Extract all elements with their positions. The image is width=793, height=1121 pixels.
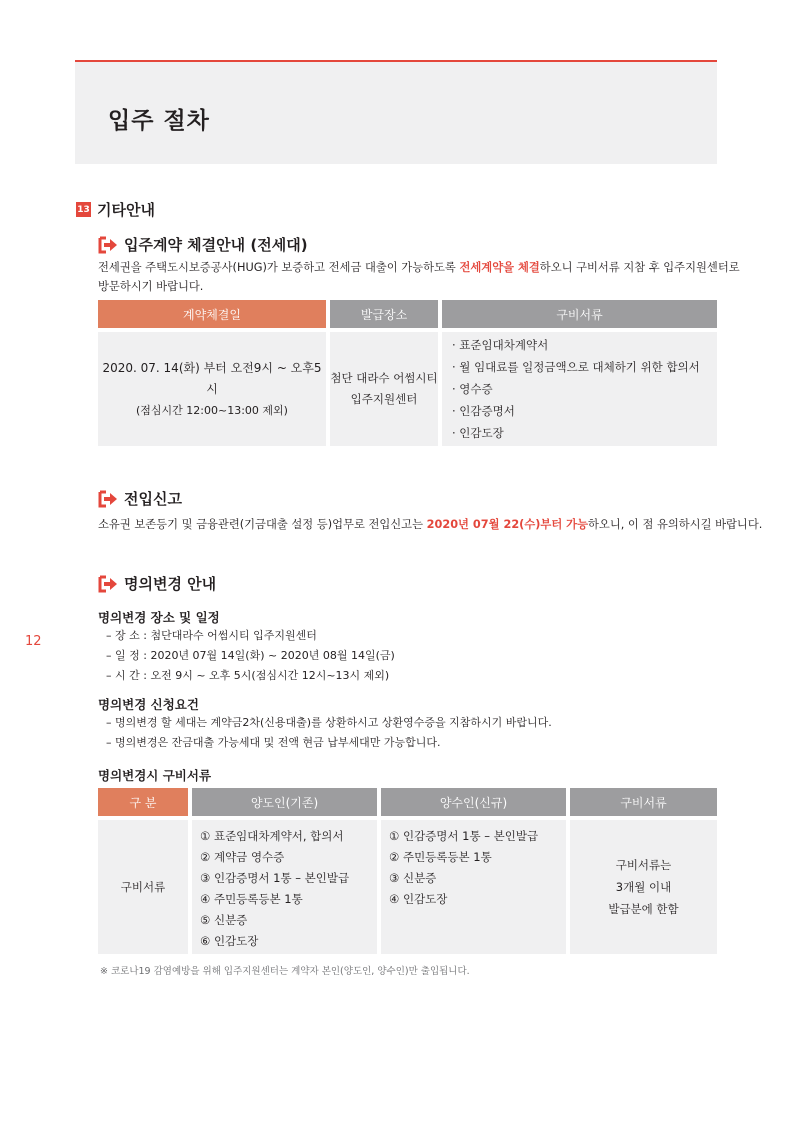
list-item: – 일 정 : 2020년 07월 14일(화) ~ 2020년 08월 14일(금)	[106, 649, 395, 662]
move-in-desc-highlight: 2020년 07월 22(수)부터 가능	[426, 518, 589, 531]
contract-title: 입주계약 체결안내 (전세대)	[124, 236, 308, 254]
docs-note-line: 구비서류는	[615, 858, 672, 872]
contract-heading	[98, 234, 308, 255]
table-header: 구비서류	[570, 788, 717, 816]
list-item: · 인감증명서	[452, 404, 515, 418]
name-change-heading	[98, 573, 216, 594]
contract-table	[98, 300, 717, 446]
transferor-cell	[192, 816, 381, 954]
list-item: – 명의변경은 잔금대출 가능세대 및 전액 현금 납부세대만 가능합니다.	[106, 736, 441, 749]
docs-note-line: 발급분에 한함	[608, 902, 679, 916]
transferee-cell	[381, 816, 570, 954]
move-in-description	[98, 515, 762, 534]
name-change-title: 명의변경 안내	[124, 575, 217, 593]
contract-place-2: 입주지원센터	[350, 392, 418, 406]
table-header: 양도인(기존)	[192, 788, 381, 816]
docs-title: 명의변경시 구비서류	[98, 768, 212, 783]
list-item: · 월 임대료를 일정금액으로 대체하기 위한 합의서	[452, 360, 700, 374]
list-item: ② 계약금 영수증	[200, 850, 285, 864]
row-label-cell: 구비서류	[98, 816, 192, 954]
table-header: 발급장소	[330, 300, 442, 328]
contract-docs-cell	[442, 328, 717, 446]
contract-desc-text-2: 하오니 구비서류 지참 후 입주지원센터로	[539, 261, 740, 274]
list-item: ② 주민등록등본 1통	[389, 850, 492, 864]
title-box	[75, 60, 717, 164]
place-schedule-list	[106, 626, 395, 686]
contract-date-cell	[98, 328, 330, 446]
footnote: ※ 코로나19 감염예방을 위해 입주지원센터는 계약자 본인(양도인, 양수인)만 출입됩니다.	[100, 966, 470, 977]
arrow-right-icon	[98, 575, 118, 593]
requirements-list	[106, 713, 552, 753]
contract-desc-highlight: 전세계약을 체결	[459, 261, 540, 274]
section-number-badge: 13	[76, 202, 91, 217]
section-title: 기타안내	[97, 201, 155, 219]
arrow-right-icon	[98, 490, 118, 508]
list-item: · 영수증	[452, 382, 493, 396]
page-title: 입주 절차	[108, 108, 210, 134]
contract-desc-line2: 방문하시기 바랍니다.	[98, 280, 204, 293]
list-item: – 장 소 : 첨단대라수 어썸시티 입주지원센터	[106, 629, 317, 642]
contract-date-note: (점심시간 12:00~13:00 제외)	[136, 403, 288, 417]
list-item: – 명의변경 할 세대는 계약금2차(신용대출)를 상환하시고 상환영수증을 지참하시기 바랍니다.	[106, 716, 552, 729]
list-item: ① 인감증명서 1통 – 본인발급	[389, 829, 539, 843]
table-header: 계약체결일	[98, 300, 330, 328]
move-in-desc-text: 소유권 보존등기 및 금융관련(기금대출 설정 등)업무로 전입신고는	[98, 518, 427, 531]
list-item: · 표준임대차계약서	[452, 338, 549, 352]
list-item: ① 표준임대차계약서, 합의서	[200, 829, 344, 843]
place-schedule-title: 명의변경 장소 및 일정	[98, 610, 220, 625]
contract-description	[98, 258, 740, 296]
name-change-docs-table	[98, 788, 717, 954]
list-item: ④ 인감도장	[389, 892, 448, 906]
list-item: – 시 간 : 오전 9시 ~ 오후 5시(점심시간 12시~13시 제외)	[106, 669, 390, 682]
list-item: ⑤ 신분증	[200, 913, 248, 927]
requirements-title: 명의변경 신청요건	[98, 697, 199, 712]
list-item: · 인감도장	[452, 426, 504, 440]
move-in-desc-text-2: 하오니, 이 점 유의하시길 바랍니다.	[588, 518, 763, 531]
docs-note-line: 3개월 이내	[615, 880, 672, 894]
list-item: ④ 주민등록등본 1통	[200, 892, 303, 906]
list-item: ⑥ 인감도장	[200, 934, 259, 948]
section-heading	[76, 199, 155, 220]
contract-place-cell	[330, 328, 442, 446]
contract-date: 2020. 07. 14(화) 부터 오전9시 ~ 오후5시	[102, 360, 322, 396]
contract-desc-text: 전세권을 주택도시보증공사(HUG)가 보증하고 전세금 대출이 가능하도록	[98, 261, 460, 274]
table-header: 양수인(신규)	[381, 788, 570, 816]
move-in-title: 전입신고	[124, 490, 182, 508]
list-item: ③ 인감증명서 1통 – 본인발급	[200, 871, 350, 885]
table-header: 구비서류	[442, 300, 717, 328]
arrow-right-icon	[98, 236, 118, 254]
page-number: 12	[25, 634, 42, 649]
move-in-heading	[98, 488, 182, 509]
contract-place: 첨단 대라수 어썸시티	[330, 371, 438, 385]
list-item: ③ 신분증	[389, 871, 437, 885]
table-header: 구 분	[98, 788, 192, 816]
docs-note-cell	[570, 816, 717, 954]
